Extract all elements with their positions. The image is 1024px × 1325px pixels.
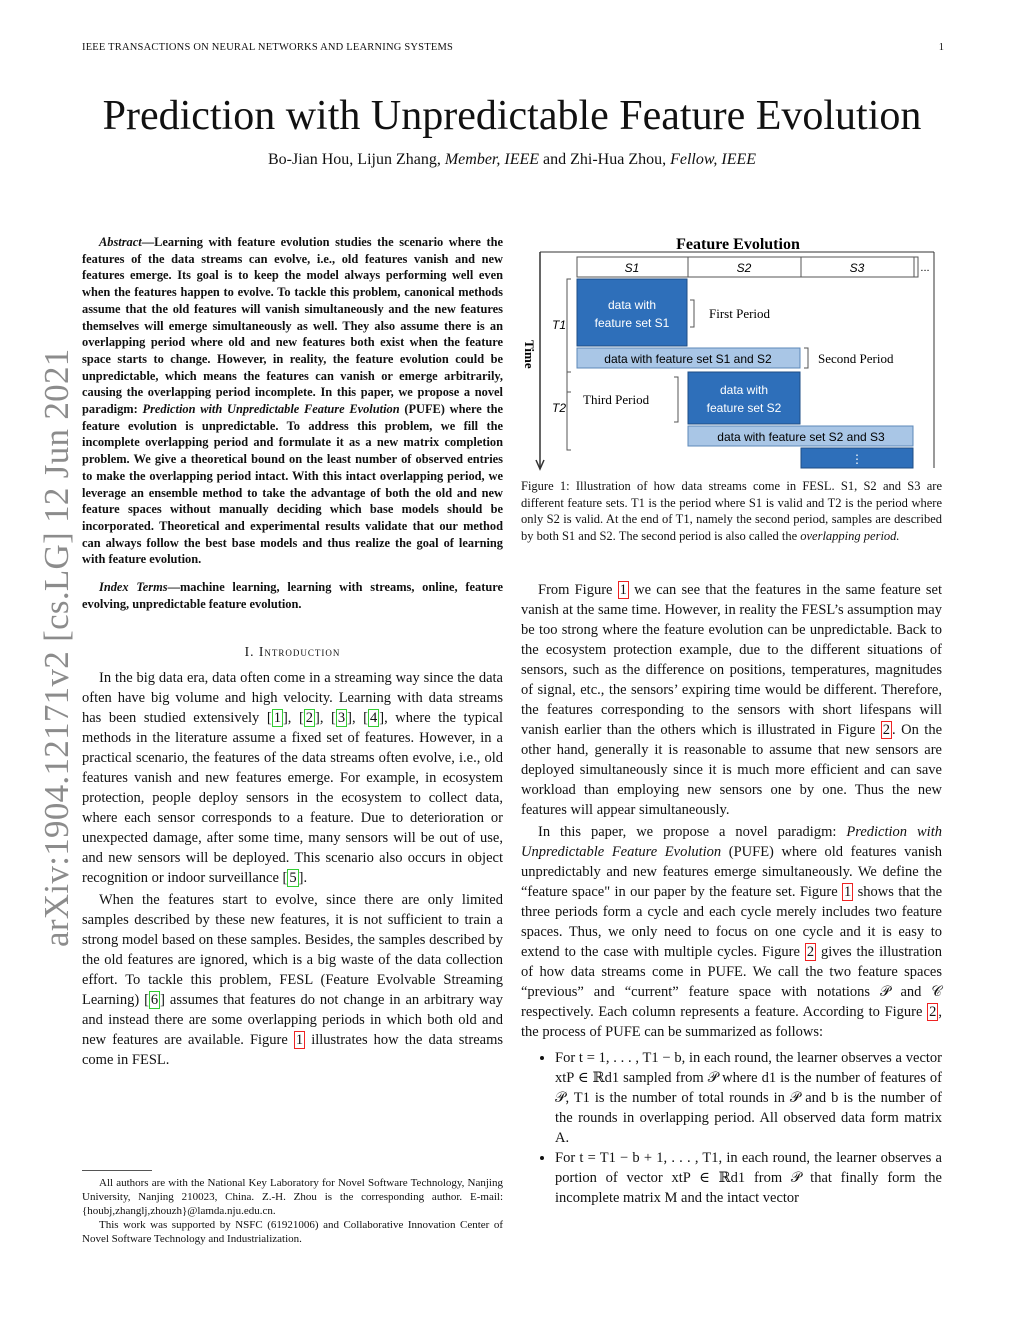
abstract [82, 234, 503, 612]
index-terms-text: —machine learning, learning with streams, online, feature evolving, unpredictable feature evolution. [82, 580, 503, 611]
abstract-text-1: —Learning with feature evolution studies the scenario where the features of the data streams can evolve, i.e., old features vanish and new features emerge. Its goal is to keep the model always performing well even when the features happen to evolve. To tackle this problem, canonical methods assume that the old features will vanish simultaneously and the new features themselves will emerge simultaneously as well. They also assume there is an overlapping period where old and new features both exist when the feature space starts to change. However, in reality, the feature evolution could be unpredictable, which means the features can vanish or emerge arbitrarily, causing the overlapping period incomplete. In this paper, we propose a novel paradigm: [82, 235, 503, 417]
page-number: 1 [938, 42, 944, 53]
citation-4[interactable]: 4 [369, 710, 378, 727]
author-names-a: Bo-Jian Hou, Lijun Zhang, [267, 151, 441, 168]
footnote-rule [82, 1170, 152, 1171]
right-p2-text-b: (PUFE) where old features vanish unpredictably and new features emerge simultaneously. We define the “feature space" in our paper by the feature set. Figure [521, 844, 942, 900]
index-terms-label: Index Terms [99, 580, 168, 595]
box-data-s2 [688, 372, 800, 424]
figure-title: Feature Evolution [676, 236, 800, 253]
feature-evolution-diagram [521, 232, 942, 472]
intro-paragraph-1: In the big data era, data often come in a streaming way since the data often have big volume and high velocity. Learning with data streams has been studied extensively [ 1 ], [ 2 ], [ 3 ], [ 4 ], where the typical methods in the literature assume a fixed set of features. However, in a practical scenario, the features of the data streams often evolve, i.e., old features vanish and new features emerge. For example, in ecosystem protection, people deploy sensors in the ecosystem to collect data, where each sensor corresponds to a feature. Due to deterioration or unexpected damage, after some time, many sensors will be out of use, and new sensors will be deployed. This scenario also occurs in object recognition or indoor surveillance [ 5 ]. [82, 670, 503, 887]
figure-1-caption [521, 478, 942, 544]
caption-emphasis: overlapping period. [800, 528, 900, 543]
box-s2-line2: feature set S2 [706, 401, 782, 415]
footnote [82, 1176, 503, 1246]
author-line [0, 151, 1024, 169]
third-period-label: Third Period [583, 392, 650, 407]
abstract-text-2: (PUFE) where the feature evolution is unpredictable. To address this problem, we fill the incomplete overlapping period and formulate it as a new matrix completion problem. We give a theoretical bound on the least number of observed entries to make the overlapping period intact. With this intact overlapping period, we leverage an ensemble method to take the advantage of both the old and new feature spaces without manually deciding which base models should be incorporated. Theoretical and experimental results validate that our method can always follow the best base models and thus realize the goal of learning with feature evolution. [82, 402, 504, 567]
section-title: Introduction [258, 644, 341, 660]
paper-title: Prediction with Unpredictable Feature Evolution [102, 93, 922, 139]
list-item: • For t = 1, . . . , T1 − b, in each round, the learner observes a vector xtP ∈ ℝd1 sampled from 𝒫 where d1 is the number of features of 𝒫, T1 is the number of total rounds in 𝒫 and b is the number of the rounds in overlapping period. All observed data form matrix A. [555, 1048, 942, 1148]
right-p2-text-c: shows that the three periods form a cycle and each cycle merely includes two feature spaces. Thus, we only need to focus on one cycle and it is easy to extend to the case with multiple cycles. Figure [521, 884, 943, 960]
box-s1-line1: data with [607, 298, 657, 312]
intro-p2-text-c: illustrates how the data streams come in FESL. [82, 1032, 503, 1069]
box-data-s1 [577, 279, 687, 346]
intro-body [82, 668, 503, 1070]
label-t2: T2 [552, 401, 567, 415]
footnote-affiliation: All authors are with the National Key Laboratory for Novel Software Technology, Nanjing University, Nanjing 210023, China. Z.-H. Zhou is the corresponding author. E-mail: {houbj,zhanglj,zhouzh}@lamda.nju.edu.cn. [82, 1177, 503, 1217]
header-s2: S2 [736, 261, 752, 275]
figure-ref-2b[interactable]: 2 [806, 944, 815, 960]
right-p1-text-b: we can see that the features in the same feature set vanish at the same time. However, in reality the FESL’s assumption may be too strong where the feature evolution can be unpredictable. Back to the ecosystem protection example, due to the different situations of sensors, such as the difference on positions, temperatures, magnitudes of signal, etc., the sensors’ expiring time would be different. Therefore, the features corresponding to the sensors with short lifespans will vanish earlier than the others which is illustrated in Figure [521, 582, 942, 738]
right-p2-text-d: gives the illustration of how data streams come in PUFE. We call the two feature spaces “previous” and “current” feature space with notations 𝒫 and 𝒞 respectively. Each column represents a feature. According to Figure [521, 944, 942, 1020]
second-period-label: Second Period [818, 351, 894, 366]
figure-ref-2[interactable]: 2 [882, 722, 891, 738]
intro-p1-text-b: , where the typical methods in the literature assume a fixed set of features. However, in a practical scenario, the features of the data streams often evolve, i.e., old features vanish and new features emerge. For example, in ecosystem protection, people deploy sensors in the ecosystem to collect data, where each sensor corresponds to a feature. Due to deterioration or unexpected damage, after some time, many sensors will be out of use, and new sensors will be deployed. This scenario also occurs in object recognition or indoor surveillance [82, 710, 503, 887]
bar-s2-s3-label: data with feature set S2 and S3 [717, 430, 885, 444]
figure-1 [521, 232, 942, 472]
figure-ref-1c[interactable]: 1 [844, 884, 852, 900]
caption-text: Illustration of how data streams come in FESL. S1, S2 and S3 are different feature sets. T1 is the period where S1 is valid and T2 is the period where only S2 is valid. At the end of T1, namely the second period, samples are described by both S1 and S2. The second period is also called the [521, 479, 942, 543]
author-role-b: Fellow, IEEE [670, 151, 757, 168]
right-p2-paradigm: Prediction with Unpredictable Feature Evolution [521, 824, 942, 860]
section-number: I. [244, 644, 255, 660]
process-list [521, 1048, 942, 1208]
figure-ref-2c[interactable]: 2 [929, 1004, 937, 1020]
intro-paragraph-2: When the features start to evolve, since there are only limited samples described by these new features, it is not sufficient to train a strong model based on these samples. Besides, the samples described by the old features are ignored, which is a big waste of the data collection effort. To tackle this problem, FESL (Feature Evolvable Streaming Learning) [ 6 ] assumes that features do not change in an arbitrary way and instead there are some overlapping periods in which both old and new features are available. Figure 1 illustrates how the data streams come in FESL. [82, 892, 503, 1069]
bar-s1-s2-label: data with feature set S1 and S2 [604, 352, 772, 366]
citation-5[interactable]: 5 [289, 870, 297, 887]
right-column [521, 580, 942, 1208]
abstract-paradigm: Prediction with Unpredictable Feature Evolution [142, 402, 400, 417]
intro-p2-text-b: assumes that features do not change in an arbitrary way and instead there are some overlapping periods in which both old and new features are available. Figure [82, 992, 503, 1049]
citation-3[interactable]: 3 [337, 710, 346, 727]
intro-p2-text-a: When the features start to evolve, since there are only limited samples described by these new features, it is not sufficient to train a strong model based on these samples. Besides, the samples described by the old features are ignored, which is a big waste of the data collection effort. To tackle this problem, FESL (Feature Evolvable Streaming Learning) [82, 892, 503, 1009]
right-p2-text-a: In this paper, we propose a novel paradigm: [538, 824, 847, 840]
author-names-b: and Zhi-Hua Zhou, [543, 151, 667, 168]
right-p2-text-e: , the process of PUFE can be summarized as follows: [521, 1004, 942, 1040]
figure-ref-1[interactable]: 1 [295, 1032, 304, 1049]
header-s3: S3 [849, 261, 865, 275]
continuation-dots: ⋮ [851, 452, 863, 466]
footnote-funding: This work was supported by NSFC (61921006) and Collaborative Innovation Center of Novel Software Technology and Industrialization. [82, 1219, 503, 1245]
box-s1-line2: feature set S1 [594, 316, 670, 330]
right-paragraph-2 [521, 822, 942, 1042]
arxiv-stamp: arXiv:1904.12171v2 [cs.LG] 12 Jun 2021 [37, 348, 76, 947]
caption-label: Figure 1: [521, 479, 570, 493]
running-head: IEEE TRANSACTIONS ON NEURAL NETWORKS AND LEARNING SYSTEMS [82, 42, 454, 53]
left-column [82, 234, 503, 1070]
right-p1-text-c: . On the other hand, generally it is reasonable to assume that new sensors are deployed simultaneously since it is much more efficient and can save workload than employing new sensors one by one. Thus the new features will appear simultaneously. [521, 722, 943, 818]
author-role-a: Member, IEEE [444, 151, 540, 168]
figure-ref-1b[interactable]: 1 [619, 582, 627, 598]
header-more: ... [920, 262, 930, 274]
abstract-label: Abstract [99, 235, 142, 249]
time-label: Time [522, 340, 537, 369]
list-item: • For t = T1 − b + 1, . . . , T1, in each round, the learner observes a portion of vector xtP ∈ ℝd1 from 𝒫 that finally form the incomplete matrix M and the intact vector [555, 1148, 942, 1208]
right-p1-text-a: From Figure [538, 582, 618, 598]
header-s1: S1 [624, 261, 640, 275]
citation-6[interactable]: 6 [150, 992, 159, 1009]
box-s2-line1: data with [719, 383, 769, 397]
label-t1: T1 [552, 318, 567, 332]
right-paragraph-1 [521, 580, 942, 820]
section-heading-introduction [82, 644, 503, 660]
citation-2[interactable]: 2 [305, 710, 314, 727]
citation-1[interactable]: 1 [273, 710, 281, 727]
intro-p1-text-a: In the big data era, data often come in a streaming way since the data often have big volume and high velocity. Learning with data streams has been studied extensively [82, 670, 503, 727]
first-period-label: First Period [709, 306, 771, 321]
